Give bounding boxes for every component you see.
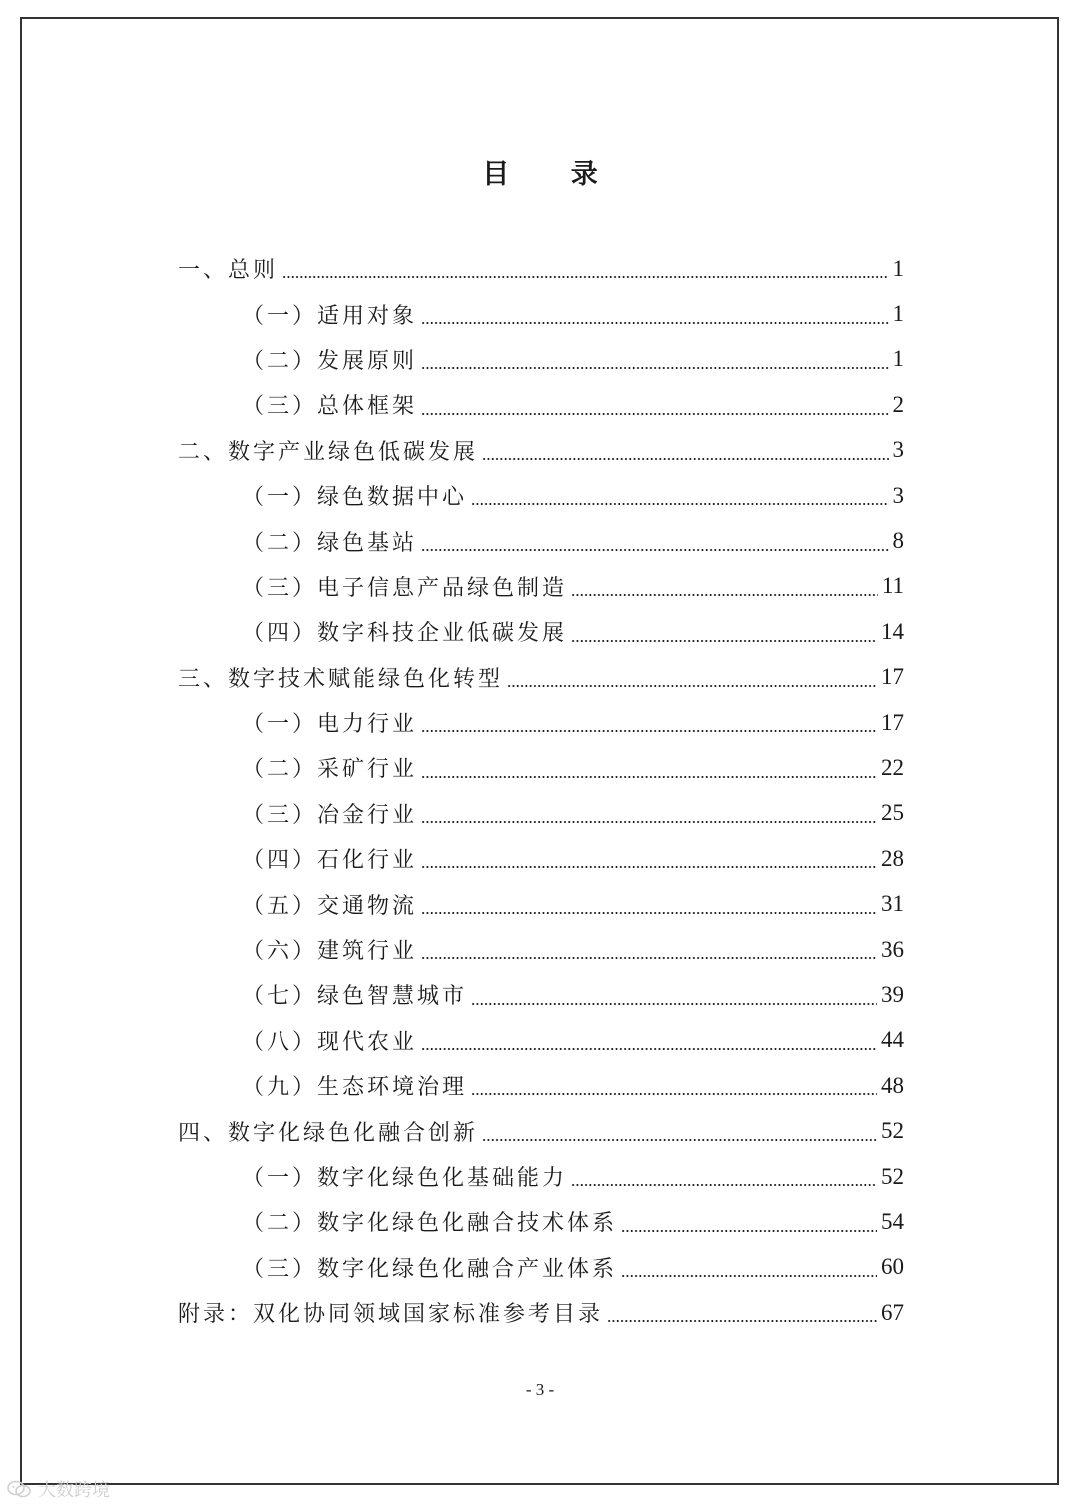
toc-entry (178, 745, 904, 790)
toc-entry-page: 52 (881, 1118, 904, 1144)
toc-leader-dots (421, 1048, 877, 1050)
toc-entry (178, 791, 904, 836)
toc-leader-dots (421, 549, 888, 551)
toc-entry-page: 25 (881, 800, 904, 826)
toc-entry (178, 1154, 904, 1199)
toc-entry (178, 246, 904, 291)
toc-entry-page: 11 (881, 573, 904, 599)
toc-entry (178, 564, 904, 609)
toc-entry-page: 1 (892, 346, 904, 372)
toc-entry-page: 3 (892, 482, 904, 508)
toc-entry (178, 700, 904, 745)
toc-entry-label: （八）现代农业 (242, 1029, 418, 1055)
watermark-text: 大数跨境 (38, 1480, 110, 1501)
toc-entry-page: 54 (881, 1208, 904, 1234)
toc-entry (178, 428, 904, 473)
toc-leader-dots (471, 1093, 877, 1095)
toc-entry (178, 1108, 904, 1153)
toc-entry-label: （四）数字科技企业低碳发展 (242, 621, 568, 647)
toc-entry-page: 8 (892, 528, 904, 554)
toc-entry-page: 1 (892, 301, 904, 327)
toc-entry-label: （七）绿色智慧城市 (242, 984, 468, 1010)
toc-entry-label: 一、总则 (178, 258, 279, 284)
toc-entry-page: 3 (892, 437, 904, 463)
toc-entry-page: 14 (881, 618, 904, 644)
toc-entry-label: （六）建筑行业 (242, 939, 418, 965)
toc-entry-label: （三）电子信息产品绿色制造 (242, 575, 568, 601)
toc-entry-label: （五）交通物流 (242, 893, 418, 919)
page-number: - 3 - (525, 1380, 555, 1399)
toc-leader-dots (607, 1320, 877, 1322)
toc-entry-page: 39 (881, 981, 904, 1007)
page-title: 目 录 (482, 159, 624, 190)
toc-entry (178, 927, 904, 972)
toc-entry-page: 36 (881, 936, 904, 962)
toc-entry-label: （三）数字化绿色化融合产业体系 (242, 1256, 618, 1282)
table-of-contents (178, 246, 904, 1335)
toc-entry (178, 1199, 904, 1244)
toc-entry (178, 881, 904, 926)
toc-leader-dots (621, 1275, 877, 1277)
toc-leader-dots (571, 594, 878, 596)
watermark (6, 1476, 110, 1502)
toc-leader-dots (421, 322, 888, 324)
toc-leader-dots (421, 957, 877, 959)
toc-entry-page: 31 (881, 891, 904, 917)
toc-entry-label: （一）电力行业 (242, 712, 418, 738)
toc-entry-label: （二）绿色基站 (242, 530, 418, 556)
toc-entry-page: 48 (881, 1072, 904, 1098)
toc-entry (178, 473, 904, 518)
toc-entry (178, 1290, 904, 1335)
toc-entry-page: 44 (881, 1027, 904, 1053)
toc-leader-dots (421, 730, 877, 732)
toc-entry-label: （四）石化行业 (242, 848, 418, 874)
toc-leader-dots (571, 640, 877, 642)
toc-leader-dots (482, 458, 888, 460)
toc-entry (178, 1245, 904, 1290)
toc-leader-dots (421, 821, 877, 823)
toc-entry-page: 67 (881, 1299, 904, 1325)
toc-entry-label: 附录：双化协同领域国家标准参考目录 (178, 1302, 604, 1328)
toc-entry (178, 518, 904, 563)
toc-entry-page: 1 (892, 255, 904, 281)
toc-entry-page: 17 (881, 709, 904, 735)
toc-entry (178, 291, 904, 336)
toc-entry (178, 655, 904, 700)
toc-entry (178, 337, 904, 382)
toc-leader-dots (421, 413, 888, 415)
toc-leader-dots (421, 912, 877, 914)
toc-entry-label: （一）适用对象 (242, 303, 418, 329)
toc-entry (178, 836, 904, 881)
toc-leader-dots (471, 1003, 877, 1005)
toc-entry (178, 1018, 904, 1063)
toc-entry-label: （三）总体框架 (242, 394, 418, 420)
toc-entry-label: 三、数字技术赋能绿色化转型 (178, 666, 504, 692)
toc-entry (178, 972, 904, 1017)
toc-leader-dots (421, 776, 877, 778)
toc-leader-dots (621, 1230, 877, 1232)
toc-entry-page: 2 (892, 391, 904, 417)
toc-entry-page: 17 (881, 664, 904, 690)
toc-entry-page: 28 (881, 845, 904, 871)
toc-entry-label: （二）数字化绿色化融合技术体系 (242, 1211, 618, 1237)
wechat-icon (6, 1479, 32, 1499)
toc-leader-dots (282, 276, 888, 278)
toc-entry (178, 1063, 904, 1108)
toc-entry-page: 60 (881, 1254, 904, 1280)
toc-entry-label: （九）生态环境治理 (242, 1075, 468, 1101)
toc-entry-label: （一）数字化绿色化基础能力 (242, 1166, 568, 1191)
toc-entry-label: （二）采矿行业 (242, 757, 418, 783)
toc-entry (178, 382, 904, 427)
toc-leader-dots (421, 367, 888, 369)
toc-entry-page: 52 (881, 1163, 904, 1189)
toc-entry-label: 四、数字化绿色化融合创新 (178, 1120, 479, 1146)
toc-leader-dots (507, 685, 877, 687)
toc-leader-dots (471, 503, 888, 505)
toc-leader-dots (482, 1139, 877, 1141)
toc-entry-label: 二、数字产业绿色低碳发展 (178, 439, 479, 465)
toc-entry-label: （一）绿色数据中心 (242, 485, 468, 511)
toc-entry-label: （二）发展原则 (242, 348, 418, 374)
toc-leader-dots (571, 1184, 877, 1186)
toc-leader-dots (421, 866, 877, 868)
toc-entry-label: （三）冶金行业 (242, 802, 418, 828)
toc-entry (178, 609, 904, 654)
toc-entry-page: 22 (881, 754, 904, 780)
